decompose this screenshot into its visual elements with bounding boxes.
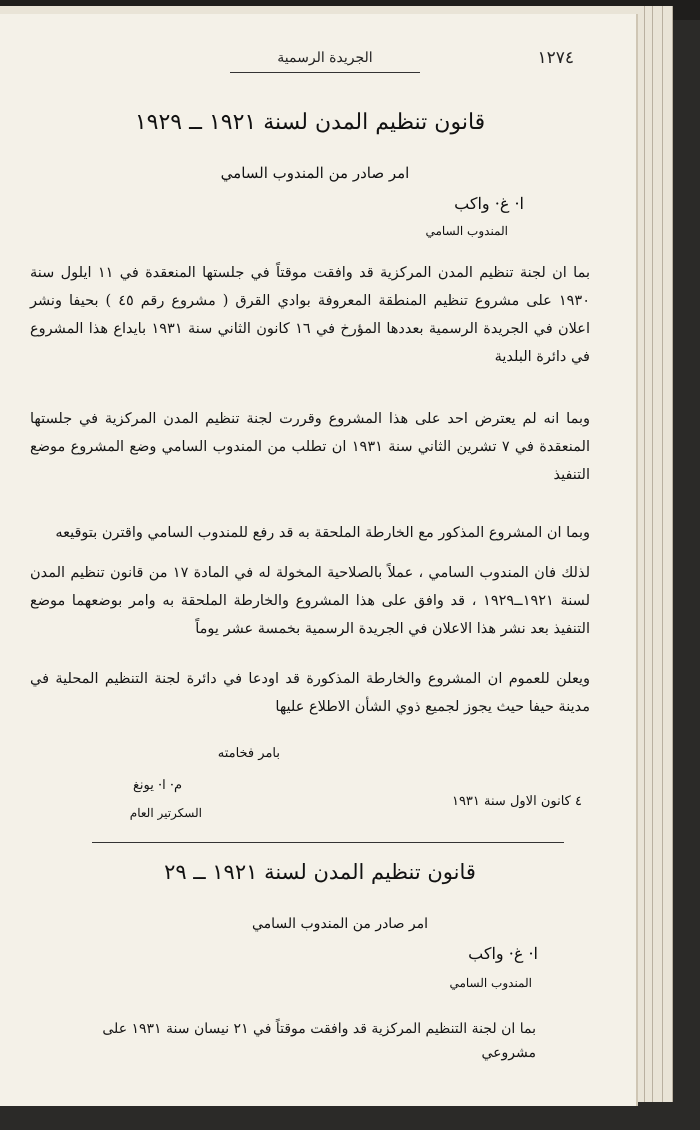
body-paragraph: لذلك فان المندوب السامي ، عملاً بالصلاحية المخولة له في المادة ١٧ من قانون تنظيم المدن لسنة ١٩٢١ــ١٩٢٩ ، قد وافق على هذا المشروع والخارطة الملحقة به وامر بوضعهما موضع التنفيذ بعد نشر هذا الاعلان في الجريدة الرسمية بخمسة عشر يوماً [30, 565, 590, 637]
section-subtitle: امر صادر من المندوب السامي [220, 164, 410, 182]
by-order-line: بامر فخامته [217, 746, 280, 761]
body-paragraph: وبما ان المشروع المذكور مع الخارطة الملحقة به قد رفع للمندوب السامي واقترن بتوقيعه [55, 525, 590, 541]
section-title: قانون تنظيم المدن لسنة ١٩٢١ ــ ٢٩ [164, 860, 476, 884]
secretary-name: م· ا· يونغ [132, 778, 182, 793]
body-paragraph: ويعلن للعموم ان المشروع والخارطة المذكورة قد اودعا في دائرة لجنة التنظيم المحلية في مدينة حيفا حيث يجوز لجميع ذوي الشأن الاطلاع عليها [30, 671, 590, 715]
signatory-name: ا· غ· واكب [468, 944, 538, 963]
issue-date: ٤ كانون الاول سنة ١٩٣١ [451, 794, 582, 809]
section-title: قانون تنظيم المدن لسنة ١٩٢١ ــ ١٩٢٩ [134, 110, 486, 135]
document-page [0, 14, 636, 1106]
header-rule [230, 72, 420, 73]
body-paragraph: بما ان لجنة تنظيم المدن المركزية قد وافقت موقتاً في جلستها المنعقدة في ١١ ايلول سنة ١٩٣٠ على مشروع تنظيم المنطقة المعروفة بوادي القرق ( مشروع رقم ٤٥ ) بحيفا ونشر اعلان في الجريدة الرسمية بعددها المؤرخ في ١٦ كانون الثاني سنة ١٩٣١ بايداع هذا المشروع في دائرة البلدية [30, 265, 590, 365]
signatory-title: المندوب السامي [425, 224, 508, 238]
signatory-name: ا· غ· واكب [454, 194, 524, 213]
secretary-title: السكرتير العام [129, 806, 202, 820]
running-header: الجريدة الرسمية [277, 50, 373, 66]
section-divider [92, 842, 564, 843]
body-paragraph: وبما انه لم يعترض احد على هذا المشروع وقررت لجنة تنظيم المدن المركزية في جلستها المنعقدة في ٧ تشرين الثاني سنة ١٩٣١ ان تطلب من المندوب السامي وضع المشروع موضع التنفيذ [30, 411, 590, 483]
body-paragraph: بما ان لجنة التنظيم المركزية قد وافقت موقتاً في ٢١ نيسان سنة ١٩٣١ على مشروعي [102, 1021, 536, 1061]
page-number: ١٢٧٤ [537, 48, 574, 68]
section-subtitle: امر صادر من المندوب السامي [251, 916, 429, 932]
signatory-title: المندوب السامي [449, 976, 532, 990]
